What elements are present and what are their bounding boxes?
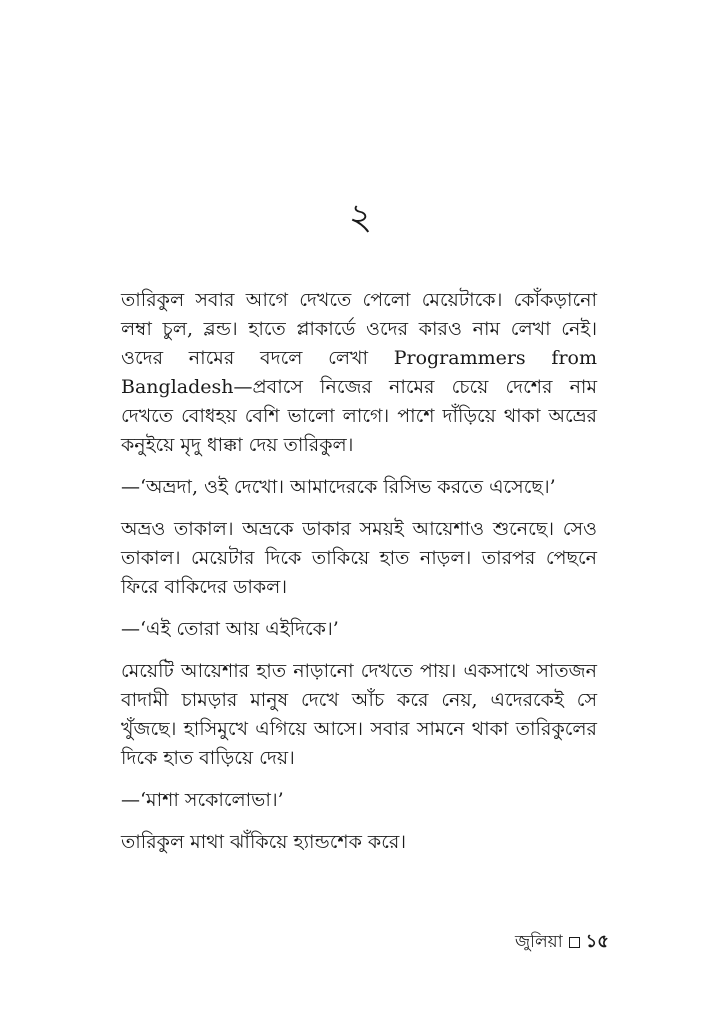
dialogue-line: —‘মাশা সকোলোভা।’ [121, 789, 284, 811]
dialogue-line: —‘এই তোরা আয় এইদিকে।’ [121, 618, 339, 640]
chapter-body [121, 286, 597, 857]
page-footer [515, 930, 609, 954]
chapter-number: ২ [348, 197, 373, 238]
paragraph: তারিকুল সবার আগে দেখতে পেলো মেয়েটাকে। কোঁকড়ানো লম্বা চুল, ব্লন্ড। হাতে প্লাকার্ডে ওদের কারও নাম লেখা নেই। ওদের নামের বদলে লেখা Programmers from Bangladesh—প্রবাসে নিজের নামের চেয়ে দেশের নাম দেখতে বোধহয় বেশি ভালো লাগে। পাশে দাঁড়িয়ে থাকা অভ্রের কনুইয়ে মৃদু ধাক্কা দেয় তারিকুল। [121, 289, 597, 456]
page-number: ১৫ [585, 931, 609, 952]
dialogue-line: —‘অভ্রদা, ওই দেখো। আমাদেরকে রিসিভ করতে এসেছে।’ [121, 476, 556, 498]
book-title: জুলিয়া [514, 932, 563, 952]
paragraph: তারিকুল মাথা ঝাঁকিয়ে হ্যান্ডশেক করে। [121, 831, 407, 853]
paragraph: অভ্রও তাকাল। অভ্রকে ডাকার সময়ই আয়েশাও শুনেছে। সেও তাকাল। মেয়েটার দিকে তাকিয়ে হাত নাড়ল। তারপর পেছনে ফিরে বাকিদের ডাকল। [121, 518, 597, 598]
paragraph: মেয়েটি আয়েশার হাত নাড়ানো দেখতে পায়। একসাথে সাতজন বাদামী চামড়ার মানুষ দেখে আঁচ করে নেয়, এদেরকেই সে খুঁজছে। হাসিমুখে এগিয়ে আসে। সবার সামনে থাকা তারিকুলের দিকে হাত বাড়িয়ে দেয়। [121, 660, 597, 769]
square-separator-icon [569, 937, 580, 948]
